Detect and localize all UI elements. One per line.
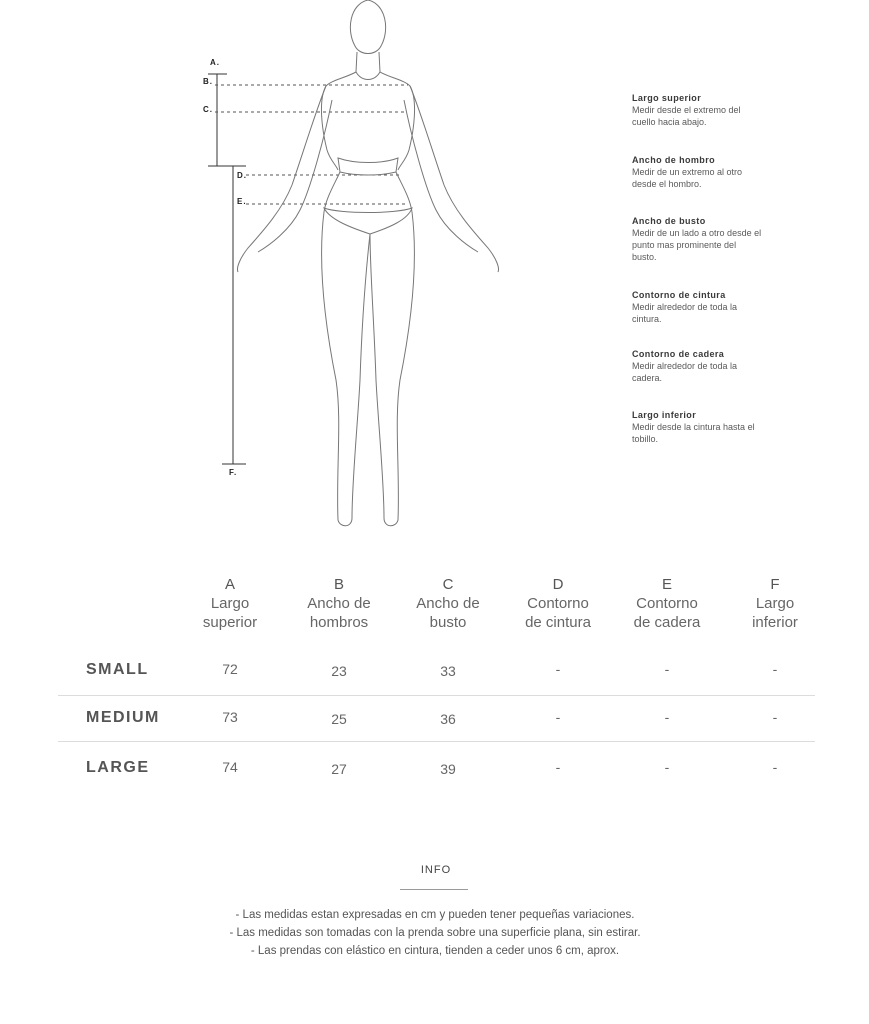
description-largo-superior (632, 92, 762, 128)
value-a: 74 (222, 759, 238, 775)
column-label-line2: hombros (309, 614, 369, 631)
description-title: Largo inferior (632, 410, 697, 420)
value-d: - (555, 709, 561, 725)
value-f: - (772, 661, 778, 677)
info-notes (150, 906, 720, 960)
value-e: - (664, 661, 670, 677)
column-letter: E (661, 576, 672, 593)
measure-label-f: F. (229, 468, 238, 477)
value-f: - (772, 759, 778, 775)
description-title: Largo superior (632, 93, 702, 103)
description-title: Contorno de cadera (632, 349, 725, 359)
measure-label-a: A. (210, 58, 220, 67)
measure-label-b: B. (203, 77, 213, 86)
value-d: - (555, 661, 561, 677)
table-row-medium (58, 695, 815, 742)
description-title: Ancho de busto (632, 216, 706, 226)
measure-label-d: D. (237, 171, 247, 180)
description-largo-inferior (632, 409, 762, 445)
description-ancho-hombro (632, 154, 762, 190)
description-ancho-busto (632, 215, 762, 263)
description-text: Medir de un extremo al otro desde el hombro. (632, 167, 743, 189)
value-d: - (555, 759, 561, 775)
info-heading: INFO (420, 864, 452, 876)
column-letter: C (442, 576, 454, 593)
column-letter: F (770, 576, 780, 593)
info-note: - Las medidas estan expresadas en cm y pueden tener pequeñas variaciones. (235, 909, 635, 921)
column-label-line1: Ancho de (307, 595, 371, 612)
description-contorno-cadera (632, 348, 762, 384)
value-c: 36 (440, 711, 456, 727)
column-label-line2: de cadera (633, 614, 701, 631)
value-a: 72 (222, 661, 238, 677)
value-c: 33 (440, 663, 456, 679)
column-label-line2: superior (202, 614, 258, 631)
value-e: - (664, 759, 670, 775)
size-name: SMALL (86, 661, 149, 678)
value-b: 23 (331, 663, 347, 679)
size-name: LARGE (86, 759, 150, 776)
size-name: MEDIUM (86, 709, 160, 726)
column-letter: D (552, 576, 564, 593)
column-label-line2: busto (429, 614, 467, 631)
measure-label-c: C. (203, 105, 213, 114)
column-label-line2: de cintura (525, 614, 591, 631)
description-contorno-cintura (632, 289, 762, 325)
value-e: - (664, 709, 670, 725)
description-text: Medir alrededor de toda la cadera. (632, 361, 738, 383)
info-note: - Las prendas con elástico en cintura, tienden a ceder unos 6 cm, aprox. (250, 945, 620, 957)
column-header-f (725, 575, 825, 632)
table-row-large (58, 742, 815, 790)
column-letter: B (333, 576, 344, 593)
value-a: 73 (222, 709, 238, 725)
description-title: Ancho de hombro (632, 155, 715, 165)
column-label-line2: inferior (752, 614, 798, 631)
column-header-a (180, 575, 280, 632)
info-underline (400, 889, 468, 890)
value-f: - (772, 709, 778, 725)
description-text: Medir desde la cintura hasta el tobillo. (632, 422, 755, 444)
value-b: 27 (331, 761, 347, 777)
column-header-c (398, 575, 498, 632)
description-text: Medir de un lado a otro desde el punto mas prominente del busto. (632, 228, 762, 262)
column-label-line1: Largo (755, 595, 795, 612)
description-text: Medir alrededor de toda la cintura. (632, 302, 738, 324)
value-b: 25 (331, 711, 347, 727)
column-label-line1: Contorno (527, 595, 589, 612)
description-title: Contorno de cintura (632, 290, 726, 300)
measure-label-e: E. (237, 197, 247, 206)
column-label-line1: Largo (210, 595, 250, 612)
column-letter: A (224, 576, 235, 593)
column-header-d (508, 575, 608, 632)
value-c: 39 (440, 761, 456, 777)
column-label-line1: Ancho de (416, 595, 480, 612)
info-note: - Las medidas son tomadas con la prenda sobre una superficie plana, sin estirar. (229, 927, 641, 939)
description-text: Medir desde el extremo del cuello hacia abajo. (632, 105, 741, 127)
table-row-small (58, 647, 815, 696)
column-header-e (617, 575, 717, 632)
column-label-line1: Contorno (636, 595, 698, 612)
column-header-b (289, 575, 389, 632)
